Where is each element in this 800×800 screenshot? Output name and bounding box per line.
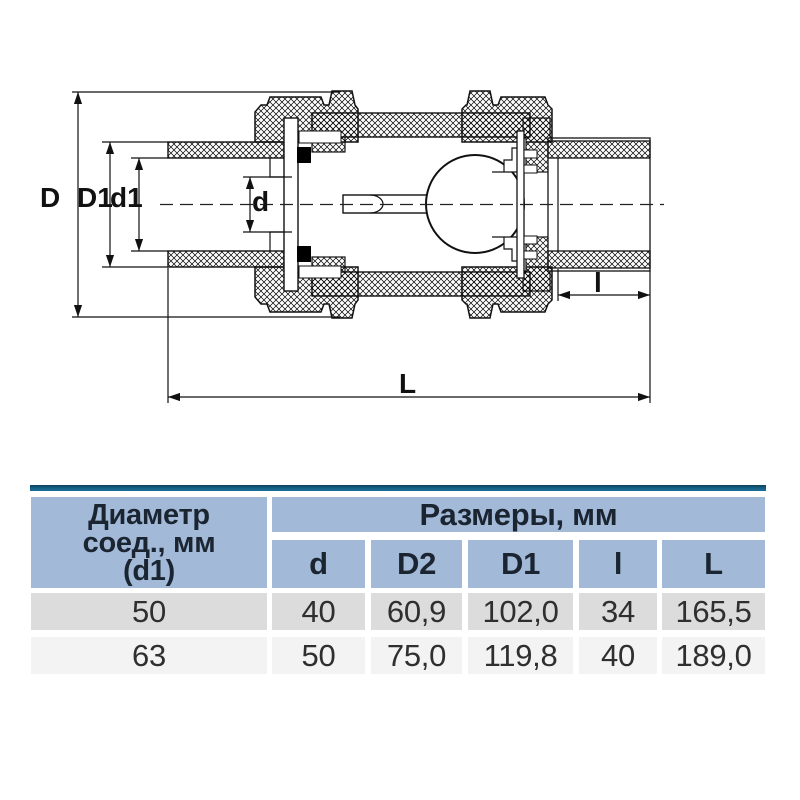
- table-cell: 60,9: [371, 593, 462, 630]
- table-cell: 165,5: [662, 593, 765, 630]
- dimension-label-D: D: [40, 182, 61, 213]
- table-cell: 34: [579, 593, 657, 630]
- table-header-diameter-line1: Диаметр: [88, 498, 210, 531]
- dimension-label-d1: d1: [110, 182, 143, 213]
- table-cell: 50: [272, 637, 365, 674]
- dimension-label-D1: D1: [77, 182, 113, 213]
- table-cell: 75,0: [371, 637, 462, 674]
- table-cell: 119,8: [468, 637, 573, 674]
- table-header-diameter-line2: соед., мм: [82, 526, 216, 559]
- dimension-label-L: L: [399, 368, 417, 399]
- table-subheader-D1: D1: [468, 540, 573, 588]
- table-header-sizes: Размеры, мм: [272, 497, 765, 532]
- table-cell: 40: [272, 593, 365, 630]
- table-accent-bar: [30, 485, 766, 491]
- table-subheader-l: l: [579, 540, 657, 588]
- table-cell: 189,0: [662, 637, 765, 674]
- table-subheader-L: L: [662, 540, 765, 588]
- table-cell: 63: [31, 637, 267, 674]
- o-ring-seal-bottom: [297, 246, 311, 262]
- table-cell: 40: [579, 637, 657, 674]
- o-ring-seal-top: [297, 147, 311, 163]
- table-subheader-d: d: [272, 540, 365, 588]
- dimension-label-d: d: [252, 186, 270, 217]
- table-subheader-D2: D2: [371, 540, 462, 588]
- table-cell: 102,0: [468, 593, 573, 630]
- table-header-diameter: [31, 497, 267, 588]
- dimension-label-l: l: [594, 267, 602, 298]
- table-cell: 50: [31, 593, 267, 630]
- table-header-diameter-line3: (d1): [123, 554, 175, 587]
